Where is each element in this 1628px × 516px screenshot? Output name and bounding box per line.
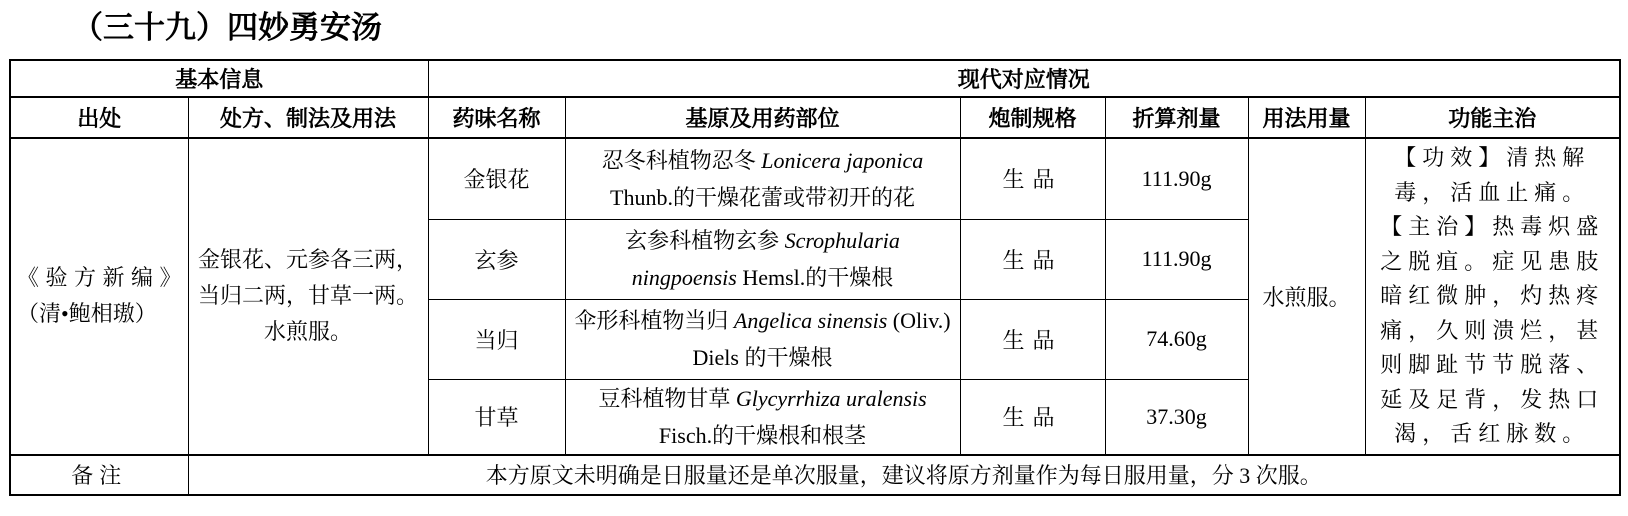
origin-text: 玄参科植物玄参 [625,228,785,253]
col-header-origin: 基原及用药部位 [565,97,960,138]
herb-dose-cell: 74.60g [1105,299,1248,379]
herb-origin-cell [565,379,960,455]
herb-dose-cell: 111.90g [1105,219,1248,299]
origin-text: 伞形科植物当归 [574,308,734,333]
herb-dose-cell: 111.90g [1105,138,1248,219]
col-header-processing: 炮制规格 [960,97,1105,138]
col-header-dose: 折算剂量 [1105,97,1248,138]
col-header-source: 出处 [10,97,188,138]
herb-processing-cell: 生品 [960,219,1105,299]
remark-row [10,455,1620,495]
herb-origin-cell [565,219,960,299]
formula-table [9,59,1621,496]
herb-processing-cell: 生品 [960,379,1105,455]
herb-dose-cell: 37.30g [1105,379,1248,455]
herb-origin-cell [565,299,960,379]
origin-text: (Oliv.) Diels 的干燥根 [692,308,951,370]
header-basic-info: 基本信息 [10,60,428,97]
col-header-herb-name: 药味名称 [428,97,565,138]
herb-latin-name: Angelica sinensis [733,308,888,333]
herb-latin-name: Scrophularia ningpoensis [631,228,900,290]
remark-label-cell: 备注 [10,455,188,495]
col-header-usage: 用法用量 [1248,97,1365,138]
herb-name-cell: 当归 [428,299,565,379]
source-book: 《验方新编》 [17,265,182,291]
origin-text: 忍冬科植物忍冬 [601,147,762,173]
column-header-row [10,97,1620,138]
herb-latin-name: Glycyrrhiza uralensis [735,385,927,411]
function-effect-text: 【功效】清热解毒，活血止痛。 [1394,145,1591,205]
remark-text-cell: 本方原文未明确是日服量还是单次服量，建议将原方剂量作为每日服用量，分 3 次服。 [188,455,1620,495]
source-cell [10,138,188,455]
herb-processing-cell: 生品 [960,138,1105,219]
herb-name-cell: 玄参 [428,219,565,299]
origin-text: Hemsl.的干燥根 [736,265,894,290]
origin-text: 豆科植物甘草 [598,385,736,411]
herb-name-cell: 金银花 [428,138,565,219]
usage-cell: 水煎服。 [1248,138,1365,455]
group-header-row [10,60,1620,97]
herb-latin-name: Lonicera japonica [761,147,924,173]
header-modern-info: 现代对应情况 [428,60,1620,97]
col-header-function: 功能主治 [1365,97,1620,138]
col-header-prescription: 处方、制法及用法 [188,97,428,138]
page-title: （三十九）四妙勇安汤 [72,10,382,45]
herb-row [10,138,1620,219]
herb-origin-cell [565,138,960,219]
origin-text: Fisch.的干燥根和根茎 [658,422,867,448]
source-author: （清•鲍相璈） [17,301,157,327]
prescription-cell: 金银花、元参各三两，当归二两，甘草一两。水煎服。 [188,138,428,455]
function-indication-text: 【主治】热毒炽盛之脱疽。症见患肢暗红微肿，灼热疼痛，久则溃烂，甚则脚趾节节脱落、延及足背，发热口渴，舌红脉数。 [1380,214,1605,446]
herb-name-cell: 甘草 [428,379,565,455]
function-cell [1365,138,1620,455]
origin-text: Thunb.的干燥花蕾或带初开的花 [610,184,915,210]
herb-processing-cell: 生品 [960,299,1105,379]
